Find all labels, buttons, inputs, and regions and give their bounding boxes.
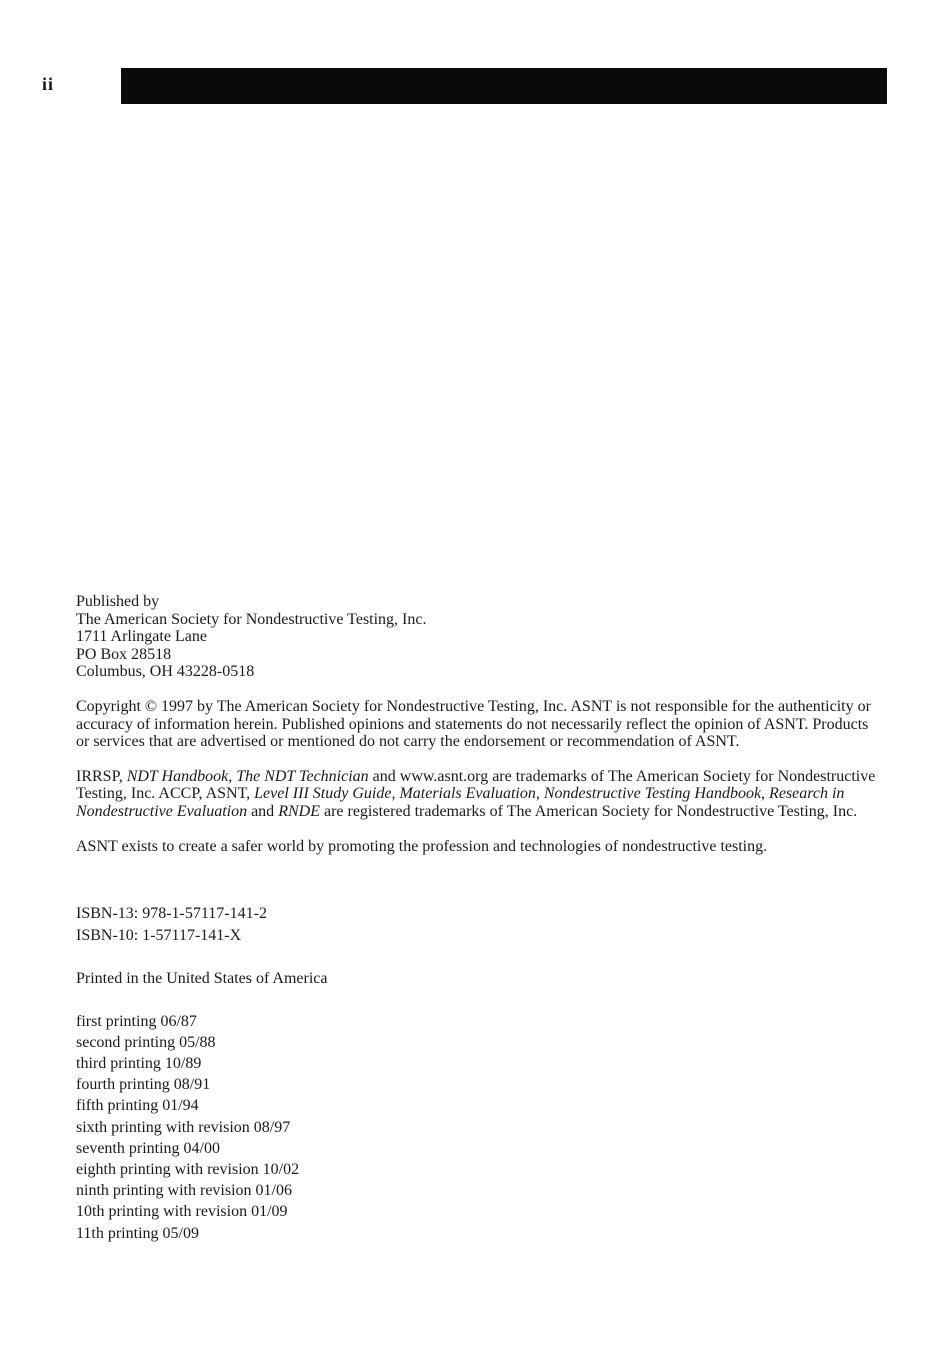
isbn-block [76,903,876,946]
printing-entry: second printing 05/88 [76,1033,216,1051]
printed-in [76,968,876,990]
trademark-text: and [247,802,279,820]
page-number: ii [42,74,55,94]
trademark-text: IRRSP, [76,767,127,785]
printing-entry: 10th printing with revision 01/09 [76,1203,288,1221]
printing-entry: third printing 10/89 [76,1055,202,1073]
trademark-text: and www.asnt.org are trademarks of The American Society for Nondestructive Testing, Inc. ACCP, ASNT, [76,767,876,803]
trademark-italic: NDT Handbook, The NDT Technician [126,767,369,785]
printing-entry: first printing 06/87 [76,1012,197,1030]
printing-entry: seventh printing 04/00 [76,1139,220,1157]
header-bar [121,68,887,104]
publisher-line: 1711 Arlingate Lane [76,628,207,646]
publisher-line: Published by [76,593,160,610]
copyright-page-content [76,593,876,1244]
printing-entry: ninth printing with revision 01/06 [76,1182,292,1200]
trademark-text: are registered trademarks of The American Society for Nondestructive Testing, Inc. [319,802,858,820]
printing-entry: 11th printing 05/09 [76,1224,199,1242]
printing-entry: sixth printing with revision 08/97 [76,1118,291,1136]
printing-entry: eighth printing with revision 10/02 [76,1161,300,1179]
printing-entry: fifth printing 01/94 [76,1097,199,1115]
publisher-line: Columbus, OH 43228-0518 [76,663,255,681]
printing-entry: fourth printing 08/91 [76,1076,211,1094]
mission-statement: ASNT exists to create a safer world by promoting the profession and technologies of nondestructive testing. [76,837,768,855]
trademarks-notice [76,768,876,821]
trademark-italic: RNDE [278,802,320,820]
printed-in-text: Printed in the United States of America [76,970,328,988]
publisher-line: The American Society for Nondestructive Testing, Inc. [76,610,427,628]
publisher-line: PO Box 28518 [76,645,172,663]
isbn-10: ISBN-10: 1-57117-141-X [76,926,242,944]
publisher-block [76,593,876,681]
trademark-italic: Level III Study Guide, Materials Evaluation, Nondestructive Testing Handbook, Research in Nondestructive Evaluation [76,785,845,820]
printing-history [76,1011,876,1244]
copyright-notice: Copyright © 1997 by The American Society for Nondestructive Testing, Inc. ASNT is not responsible for the authenticity or accuracy of information herein. Published opinions and statements do not necessarily reflect the opinion of ASNT. Products or services that are advertised or mentioned do not carry the endorsement or recommendation of ASNT. [76,697,871,751]
isbn-13: ISBN-13: 978-1-57117-141-2 [76,905,267,923]
